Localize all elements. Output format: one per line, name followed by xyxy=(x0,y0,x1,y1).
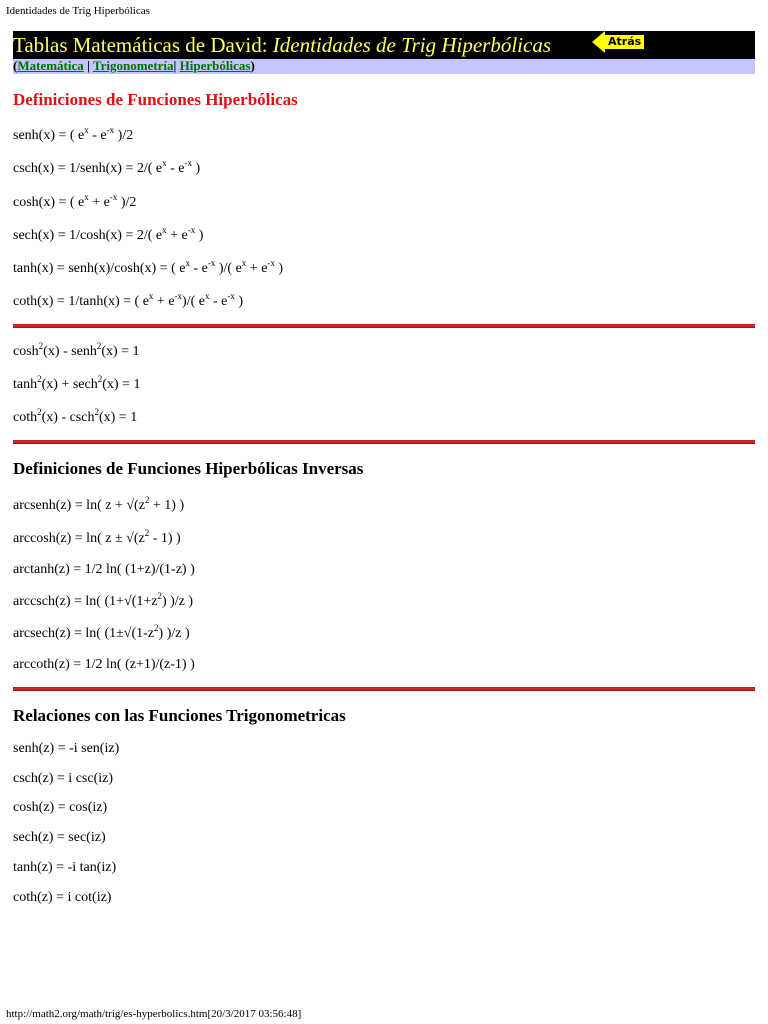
equation-arctanh: arctanh(z) = 1/2 ln( (1+z)/(1-z) ) xyxy=(13,562,195,577)
exponent: x xyxy=(84,125,89,135)
exponent: 2 xyxy=(157,591,162,601)
inverse-heading: Definiciones de Funciones Hiperbólicas Inversas xyxy=(13,459,364,478)
exponent: -x xyxy=(207,258,216,268)
relation-csch: csch(z) = i csc(iz) xyxy=(13,771,114,786)
equation-coth: coth(x) = 1/tanh(x) = ( $e^x + e^{-x})/$( $e^x - e^{-x}$ ) xyxy=(13,291,244,309)
equation-arccosh: arccosh(z) = ln( $z \pm √(z^2 - 1)$ ) xyxy=(13,528,181,546)
relation-coth: coth(z) = i cot(iz) xyxy=(13,890,112,905)
exponent: -x xyxy=(227,291,235,301)
exponent: 2 xyxy=(94,407,99,417)
equation-senh: senh(x) = ( $e^x - e^{-x}$ )/2 xyxy=(13,125,134,143)
exponent: -x xyxy=(109,192,118,202)
equation-csch: csch(x) = 1/senh(x) = 2/( $e^x - e^{-x}$ ) xyxy=(13,158,201,176)
exponent: -x xyxy=(174,291,183,301)
section-divider xyxy=(13,687,755,691)
section-divider xyxy=(13,324,755,328)
exponent: 2 xyxy=(154,623,159,633)
equation-arccoth: arccoth(z) = 1/2 ln( (z+1)/(z-1) ) xyxy=(13,657,195,672)
page-title-site: Tablas Matemáticas de David: xyxy=(13,33,273,57)
exponent: x xyxy=(204,291,210,301)
relation-sech: sech(z) = sec(iz) xyxy=(13,830,106,845)
equation-arccsch: arccsch(z) = ln( ($1+√(1+z^2)$ )/z ) xyxy=(13,591,194,609)
title-banner xyxy=(13,31,755,59)
back-button[interactable] xyxy=(592,32,644,52)
breadcrumb-link-trigonometria[interactable]: Trigonometría xyxy=(92,58,174,73)
exponent: x xyxy=(162,225,167,235)
equation-tanh: tanh(x) = senh(x)/cosh(x) = ( $e^x - e^{-x}$ )/( $e^x + e^{-x}$ ) xyxy=(13,258,284,276)
exponent: 2 xyxy=(96,341,102,351)
breadcrumb-close: ) xyxy=(250,58,255,73)
equation-arcsech: arcsech(z) = ln( ($1\pm√(1-z^2)$ )/z ) xyxy=(13,623,190,641)
exponent: 2 xyxy=(37,407,42,417)
relation-senh: senh(z) = -i sen(iz) xyxy=(13,741,120,756)
exponent: 2 xyxy=(97,374,103,384)
equation-arcsenh: arcsenh(z) = ln( $z + √(z^2 + 1)$ ) xyxy=(13,495,185,513)
identity-cosh-senh: $\cosh^2(x)$ - senh$^2$(x) = 1 xyxy=(13,341,140,359)
exponent: -x xyxy=(267,258,275,268)
definitions-heading: Definiciones de Funciones Hiperbólicas xyxy=(13,90,298,109)
identity-tanh-sech: $\tanh^2(x) + \sec h^2(x) = 1$ xyxy=(13,374,141,392)
equation-cosh: cosh(x) = ( $e^x + e^{-x}$ )/2 xyxy=(13,192,137,210)
back-button-label: Atrás xyxy=(605,35,644,49)
exponent: 2 xyxy=(144,495,150,505)
exponent: 2 xyxy=(37,374,42,384)
breadcrumb-separator: | xyxy=(83,58,93,73)
breadcrumb-link-matematica[interactable]: Matemática xyxy=(17,58,84,73)
back-arrow-icon xyxy=(592,31,605,53)
relation-cosh: cosh(z) = cos(iz) xyxy=(13,800,108,815)
relation-tanh: tanh(z) = -i tan(iz) xyxy=(13,860,117,875)
section-divider xyxy=(13,440,755,444)
footer-url: http://math2.org/math/trig/es-hyperbolics.htm[20/3/2017 03:56:48] xyxy=(6,1008,302,1020)
breadcrumb xyxy=(13,59,755,74)
page-title-topic: Identidades de Trig Hiperbólicas xyxy=(272,33,552,57)
breadcrumb-separator: | xyxy=(173,58,180,73)
exponent: 2 xyxy=(144,528,150,538)
breadcrumb-open: ( xyxy=(13,58,18,73)
exponent: x xyxy=(162,158,167,168)
identity-coth-csch: coth$^2$(x) - csch$^2$(x) = 1 xyxy=(13,407,138,425)
exponent: -x xyxy=(187,225,196,235)
print-header-title: Identidades de Trig Hiperbólicas xyxy=(6,5,150,17)
exponent: -x xyxy=(106,125,115,135)
equation-sech: sech(x) = 1/cosh(x) = 2/( $e^x + e^{-x}$ ) xyxy=(13,225,204,243)
trig-relations-heading: Relaciones con las Funciones Trigonometricas xyxy=(13,706,346,725)
exponent: x xyxy=(148,291,154,301)
exponent: x xyxy=(185,258,190,268)
breadcrumb-link-hiperbolicas[interactable]: Hiperbólicas xyxy=(179,58,251,73)
exponent: x xyxy=(84,192,89,202)
exponent: -x xyxy=(184,158,193,168)
exponent: x xyxy=(241,258,247,268)
exponent: 2 xyxy=(38,341,44,351)
page-title xyxy=(13,33,551,57)
